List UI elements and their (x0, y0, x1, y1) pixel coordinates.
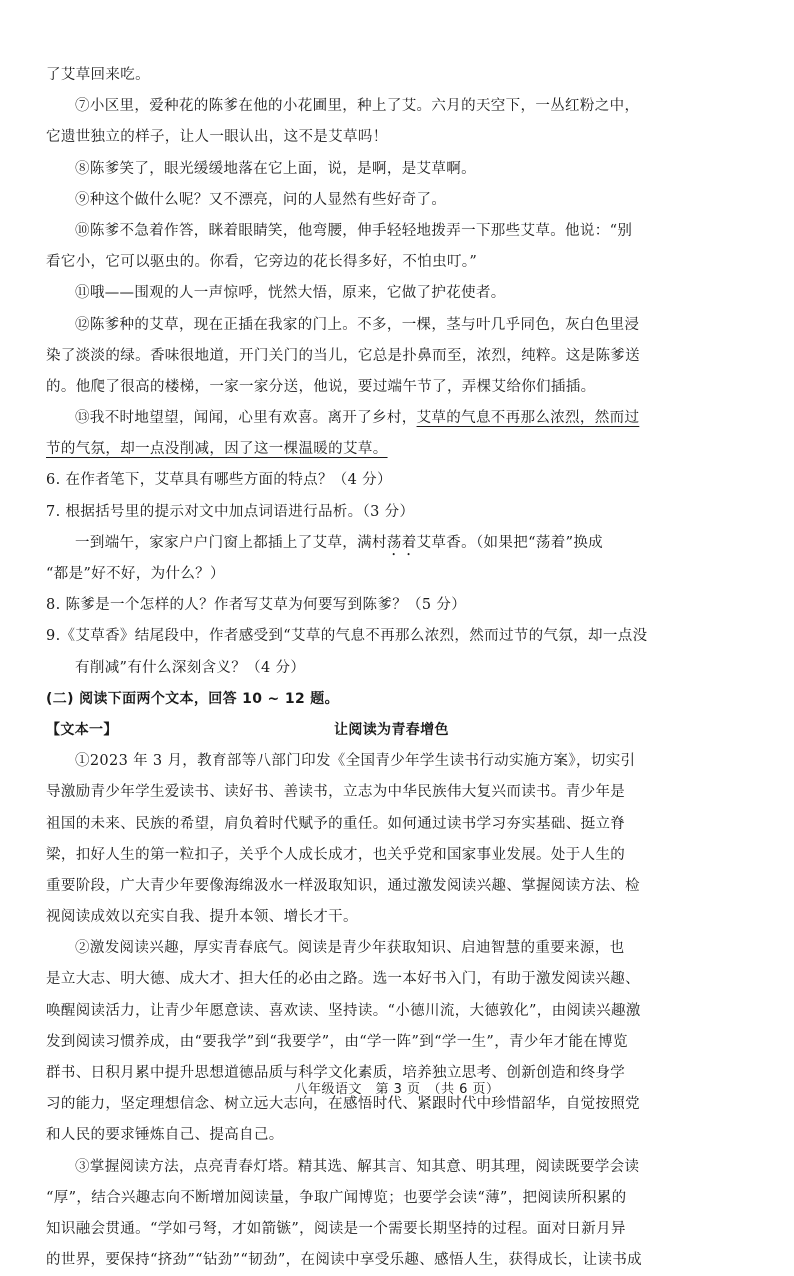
text-1-line: 习的能力，坚定理想信念、树立远大志向，在感悟时代、紧跟时代中珍惜韶华，自觉按照党 (46, 1096, 640, 1113)
question-7-cont: “都是”好不好，为什么？） (46, 566, 225, 582)
story-line: 了艾草回来吃。 (46, 67, 150, 83)
story-line: ⑧陈爹笑了，眼光缓缓地落在它上面，说，是啊，是艾草啊。 (75, 160, 476, 177)
underlined-sentence-cont: 节的气氛，却一点没削减，因了这一棵温暖的艾草。 (46, 441, 388, 458)
text-1-title: 让阅读为青春增色 (334, 721, 449, 738)
paragraph-13-text: ⑬我不时地望望，闻闻，心里有欢喜。离开了乡村， (75, 410, 417, 427)
question-6: 6. 在作者笔下，艾草具有哪些方面的特点？（4 分） (46, 472, 392, 489)
text-1-line: 导激励青少年学生爱读书、读好书、善读书，立志为中华民族伟大复兴而读书。青少年是 (46, 784, 626, 801)
question-9: 9.《艾草香》结尾段中，作者感受到“艾草的气息不再那么浓烈，然而过节的气氛，却一点没 (46, 628, 648, 645)
text-1-label: 【文本一】 (46, 721, 118, 738)
paragraph-13-cont (46, 434, 748, 465)
q7-sentence-after: 艾草香。（如果把“荡着”换成 (416, 534, 604, 551)
question-9-cont: 有削减”有什么深刻含义？（4 分） (75, 659, 306, 676)
story-line: ⑪哦——围观的人一声惊呼，恍然大悟，原来，它做了护花使者。 (75, 285, 506, 302)
text-1-line: ③掌握阅读方法，点亮青春灯塔。精其选、解其言、知其意、明其理，阅读既要学会读 (75, 1158, 640, 1175)
page-footer: 八年级语文 第 3 页 （共 6 页） (294, 1082, 500, 1097)
dotted-word: 荡着 (386, 534, 417, 551)
text-1-line: 知识融会贯通。“学如弓弩，才如箭镞”，阅读是一个需要长期坚持的过程。面对日新月异 (46, 1220, 626, 1237)
text-1-line: 群书、日积月累中提升思想道德品质与科学文化素质，培养独立思考、创新创造和终身学 (46, 1065, 626, 1081)
text-1-passage (46, 746, 748, 1276)
text-1-line: 发到阅读习惯养成，由“要我学”到“我要学”，由“学一阵”到“学一生”，青少年才能在博览 (46, 1033, 628, 1050)
story-line: ⑨种这个做什么呢？又不漂亮，问的人显然有些好奇了。 (75, 191, 447, 208)
story-line: ⑩陈爹不急着作答，眯着眼睛笑，他弯腰，伸手轻轻地拨弄一下那些艾草。他说：“别 (75, 222, 633, 239)
story-line: 染了淡淡的绿。香味很地道，开门关门的当儿，它总是扑鼻而至，浓烈，纯粹。这是陈爹送 (46, 347, 640, 364)
text-1-line: 和人民的要求锤炼自己、提高自己。 (46, 1127, 284, 1144)
question-8: 8. 陈爹是一个怎样的人？作者写艾草为何要写到陈爹？（5 分） (46, 597, 467, 614)
story-line: ⑫陈爹种的艾草，现在正插在我家的门上。不多，一棵，茎与叶几乎同色，灰白色里浸 (75, 316, 640, 333)
story-line: 它遗世独立的样子，让人一眼认出，这不是艾草吗！ (46, 129, 388, 146)
text-1-line: 祖国的未来、民族的希望，肩负着时代赋予的重任。如何通过读书学习夯实基础、挺立脊 (46, 815, 626, 832)
text-1-line: 唤醒阅读活力，让青少年愿意读、喜欢读、坚持读。“小德川流，大德敦化”，由阅读兴趣激 (46, 1002, 641, 1019)
text-1-line: 是立大志、明大德、成大才、担大任的必由之路。选一本好书入门，有助于激发阅读兴趣、 (46, 971, 640, 988)
text-1-line: 的世界，要保持“挤劲”“钻劲”“韧劲”，在阅读中享受乐趣、感悟人生，获得成长，让读书成 (46, 1252, 643, 1269)
text-1-line: 视阅读成效以充实自我、提升本领、增长才干。 (46, 909, 358, 926)
underlined-sentence: 艾草的气息不再那么浓烈，然而过 (416, 410, 640, 427)
section-2-heading: (二) 阅读下面两个文本，回答 10 ~ 12 题。 (46, 690, 339, 707)
text-1-line: “厚”，结合兴趣志向不断增加阅读量，争取广闻博览；也要学会读“薄”，把阅读所积累的 (46, 1189, 627, 1206)
text-1-line: 梁，扣好人生的第一粒扣子，关乎个人成长成才，也关乎党和国家事业发展。处于人生的 (46, 846, 626, 863)
story-line: ⑦小区里，爱种花的陈爹在他的小花圃里，种上了艾。六月的天空下，一丛红粉之中， (75, 98, 640, 115)
story-passage (46, 60, 748, 403)
question-7: 7. 根据括号里的提示对文中加点词语进行品析。（3 分） (46, 503, 415, 520)
story-line: 看它小，它可以驱虫的。你看，它旁边的花长得多好，不怕虫叮。” (46, 254, 478, 271)
text-1-line: ①2023 年 3 月，教育部等八部门印发《全国青少年学生读书行动实施方案》，切实引 (75, 753, 636, 770)
question-7-sentence (46, 528, 748, 559)
text-1-line: ②激发阅读兴趣，厚实青春底气。阅读是青少年获取知识、启迪智慧的重要来源，也 (75, 940, 625, 957)
q7-sentence-before: 一到端午，家家户户门窗上都插上了艾草，满村 (75, 534, 387, 551)
text-1-header (46, 715, 748, 746)
story-line: 的。他爬了很高的楼梯，一家一家分送，他说，要过端午节了，弄棵艾给你们插插。 (46, 378, 596, 395)
paragraph-13 (46, 403, 748, 434)
text-1-line: 重要阶段，广大青少年要像海绵汲水一样汲取知识，通过激发阅读兴趣、掌握阅读方法、检 (46, 877, 640, 894)
